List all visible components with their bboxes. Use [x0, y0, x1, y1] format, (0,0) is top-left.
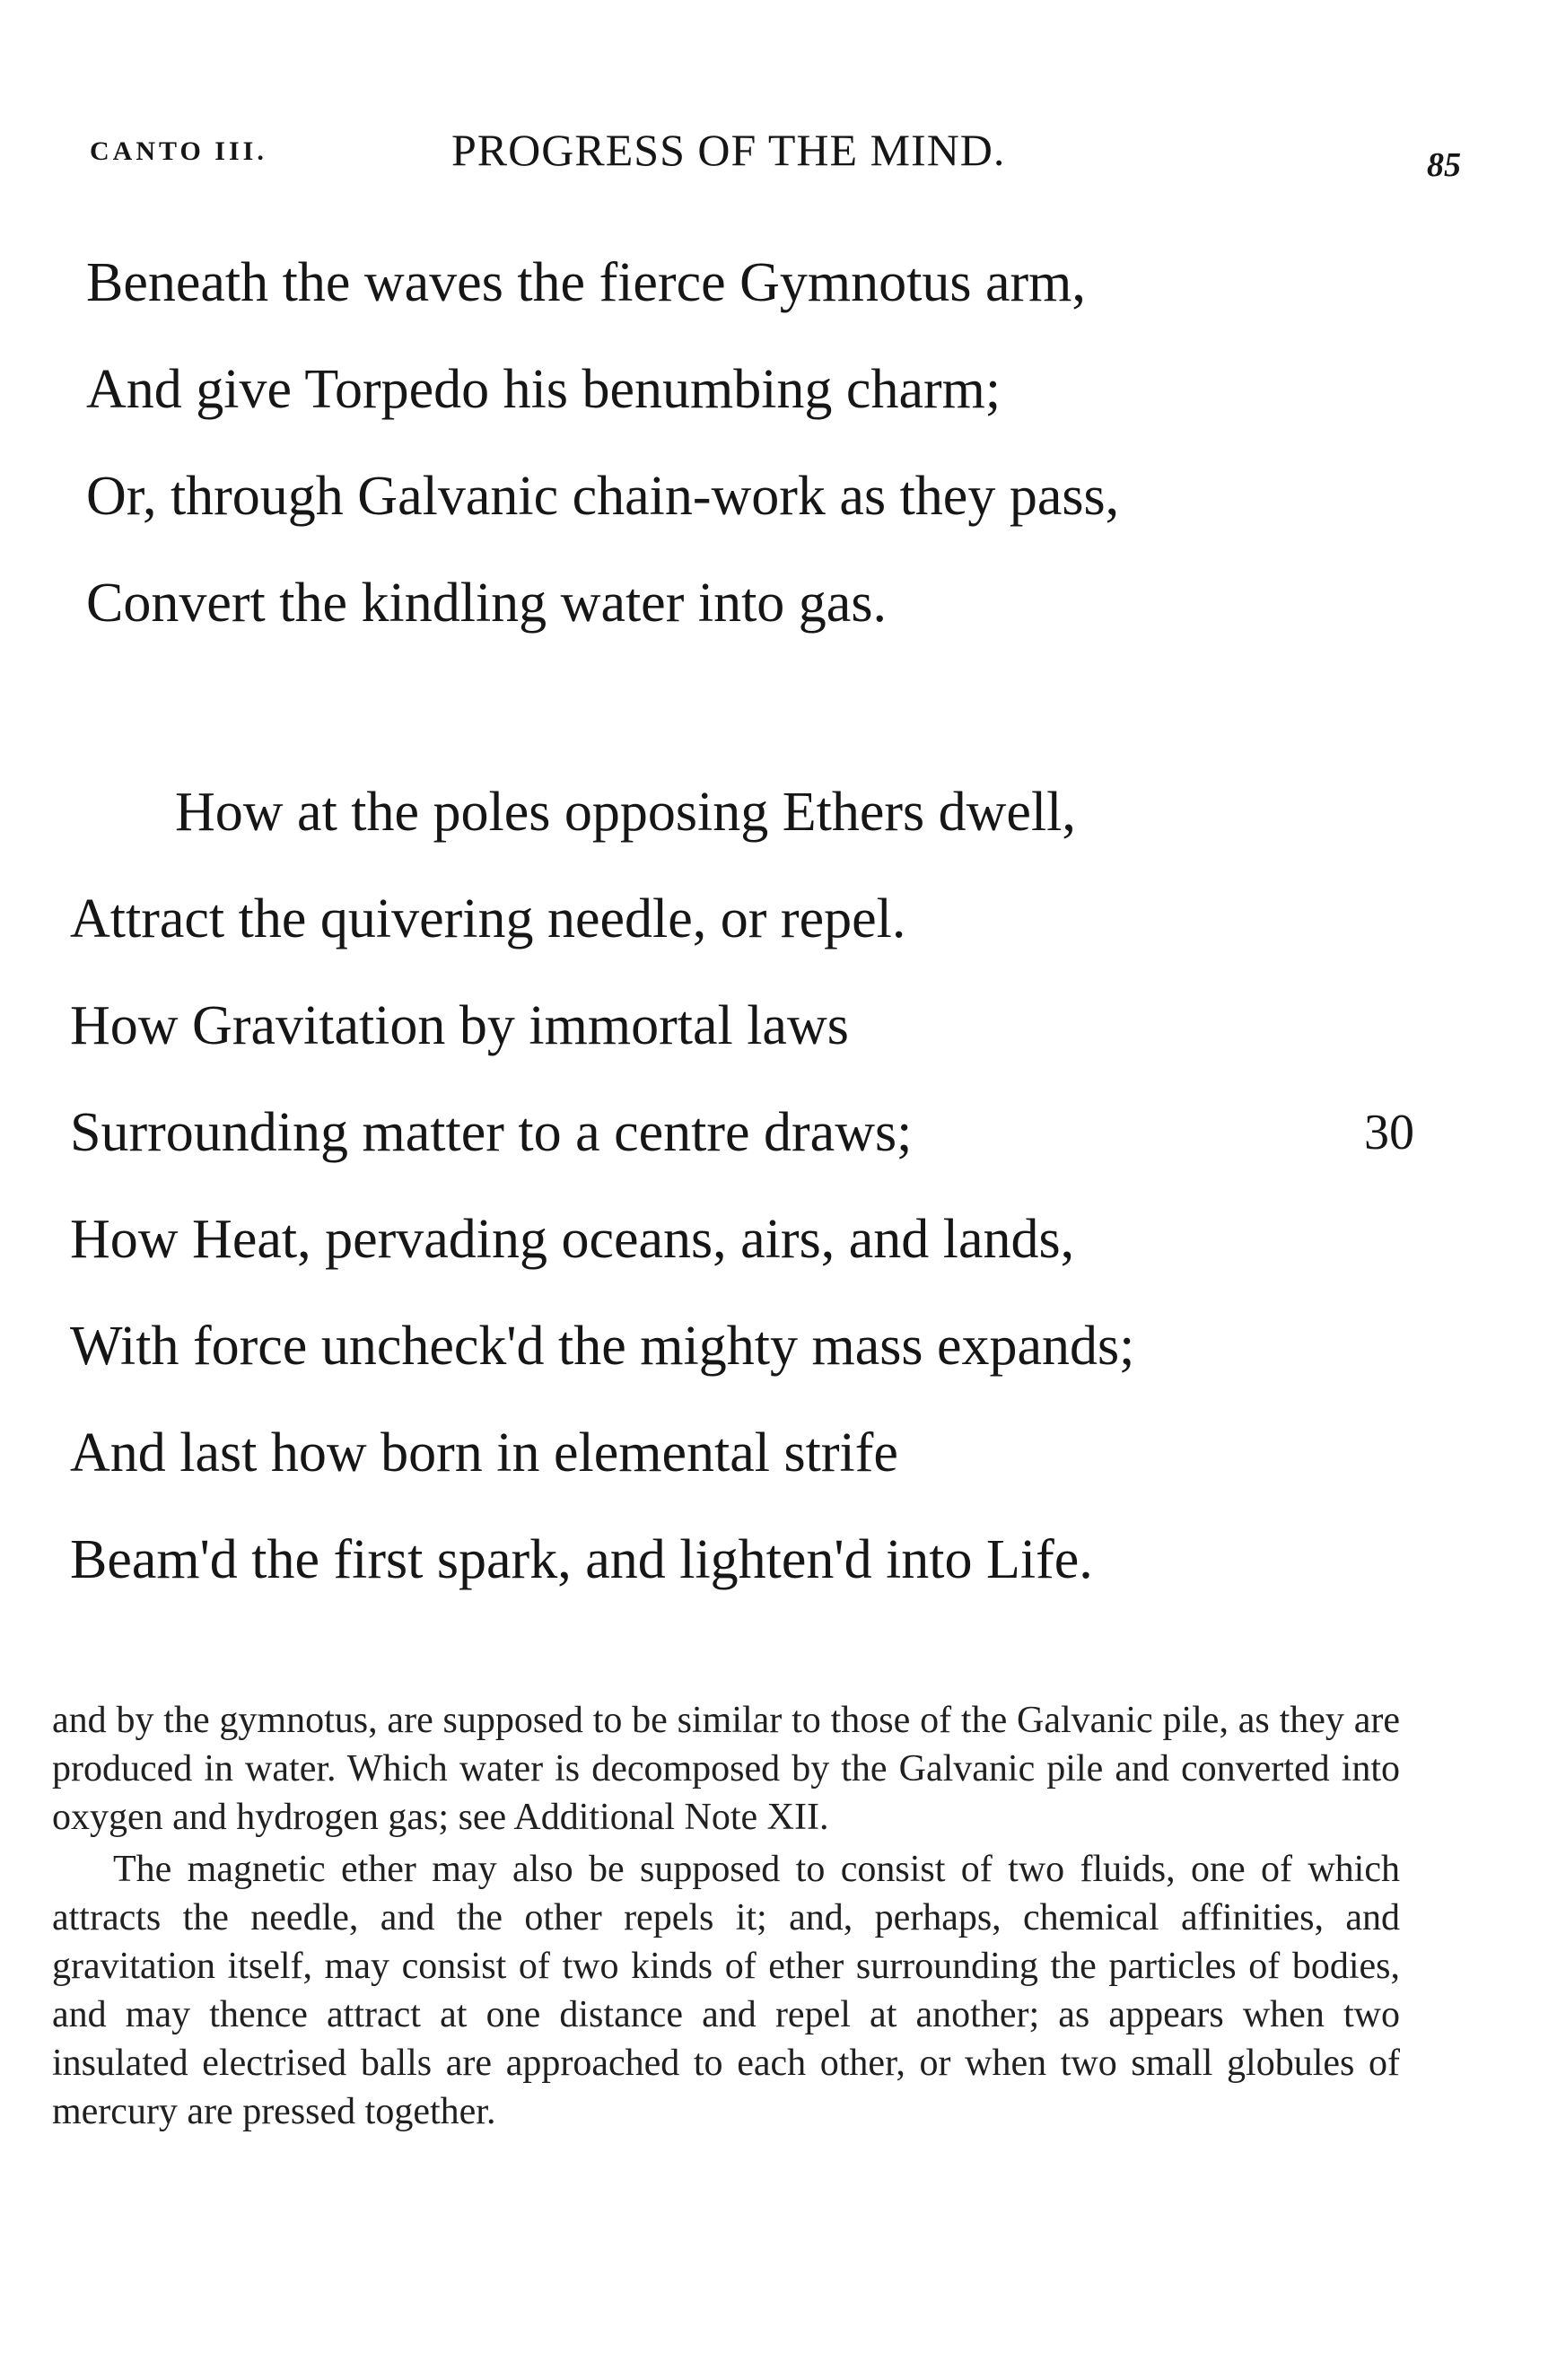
- verse-line: [0, 973, 1557, 1080]
- verse-text: And give Torpedo his benumbing charm;: [86, 359, 1002, 420]
- verse-text: How at the poles opposing Ethers dwell,: [175, 782, 1076, 843]
- verse-text: Or, through Galvanic chain-work as they pass,: [86, 466, 1120, 527]
- verse-text: How Gravitation by immortal laws: [70, 995, 849, 1056]
- stanza-2: [0, 759, 1557, 1614]
- verse-text: With force uncheck'd the mighty mass expands;: [70, 1316, 1135, 1377]
- verse-text: And last how born in elemental strife: [70, 1422, 898, 1483]
- line-number: 30: [1364, 1105, 1414, 1160]
- verse-text: Attract the quivering needle, or repel.: [70, 888, 906, 949]
- footnote-paragraph: The magnetic ether may also be supposed to consist of two fluids, one of which attracts the needle, and the other repels it; and, perhaps, chemical affinities, and gravitation itself, may consist of two kinds of ether surrounding the particles of bodies, and may thence attract at one distance and repel at another; as appears when two insulated electrised balls are approached to each other, or when two small globules of mercury are pressed together.: [52, 1849, 1400, 2132]
- verse-line: [0, 1400, 1557, 1507]
- verse-text: Surrounding matter to a centre draws;: [70, 1102, 913, 1163]
- verse-line: [0, 1293, 1557, 1400]
- page-number: 85: [1427, 146, 1461, 184]
- verse-line: [0, 230, 1557, 337]
- stanza-1: [0, 230, 1557, 657]
- verse-line: [0, 759, 1557, 866]
- running-title: PROGRESS OF THE MIND.: [451, 125, 1006, 175]
- verse-line: [0, 1080, 1557, 1186]
- verse-line: [0, 550, 1557, 657]
- running-header: [90, 124, 1472, 196]
- footnote-paragraph: and by the gymnotus, are supposed to be similar to those of the Galvanic pile, as they are produced in water. Which water is decomposed by the Galvanic pile and converted into oxygen and hydrogen gas; see Additional Note XII.: [52, 1700, 1400, 1838]
- footnotes: [52, 1696, 1400, 2139]
- verse-line: [0, 1507, 1557, 1614]
- verse-line: [0, 443, 1557, 550]
- verse-text: Beneath the waves the fierce Gymnotus arm,: [86, 252, 1086, 313]
- verse-line: [0, 1186, 1557, 1293]
- verse-line: [0, 866, 1557, 973]
- verse-text: Beam'd the first spark, and lighten'd into Life.: [70, 1529, 1093, 1590]
- verse-text: How Heat, pervading oceans, airs, and lands,: [70, 1209, 1075, 1270]
- canto-label: CANTO III.: [90, 136, 267, 166]
- verse-text: Convert the kindling water into gas.: [86, 573, 887, 634]
- verse-line: [0, 337, 1557, 443]
